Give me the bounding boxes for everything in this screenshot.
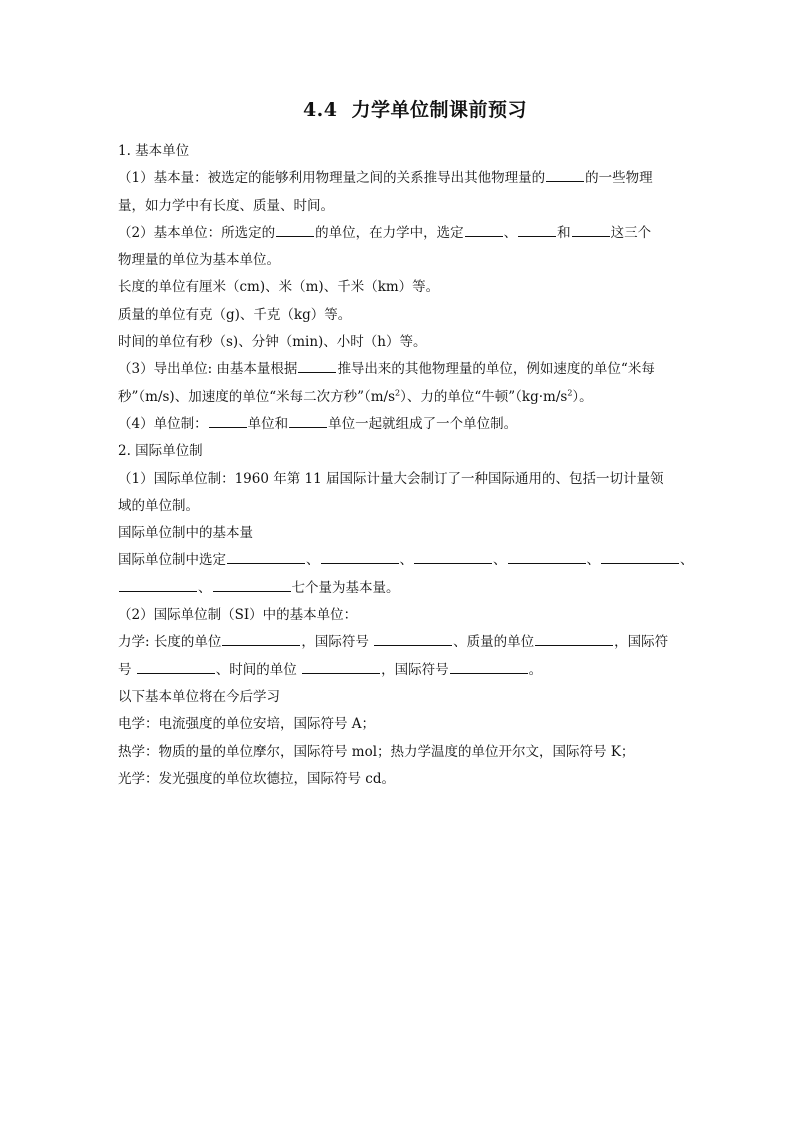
- paragraph-line: [118, 329, 682, 356]
- text: ，国际符: [614, 634, 669, 651]
- text: 热学：物质的量的单位摩尔，国际符号 mol；热力学温度的单位开尔文，国际符号 K；: [118, 743, 635, 760]
- text: ，国际符号: [381, 661, 449, 678]
- text: 七个量为基本量。: [291, 579, 400, 596]
- paragraph-line: [118, 384, 682, 411]
- text: 域的单位制。: [118, 497, 199, 514]
- fill-blank[interactable]: [450, 661, 528, 674]
- fill-blank[interactable]: [289, 415, 327, 428]
- text: （3）导出单位: 由基本量根据: [118, 361, 298, 378]
- text: 、: [680, 552, 694, 569]
- text: ）。: [572, 388, 593, 405]
- text: 、: [503, 224, 518, 241]
- superscript: 2: [395, 388, 401, 398]
- paragraph-line: [118, 411, 682, 438]
- text: 、: [198, 579, 212, 596]
- fill-blank[interactable]: [227, 551, 305, 564]
- text: 、: [399, 552, 413, 569]
- text: 物理量的单位为基本单位。: [118, 252, 280, 269]
- paragraph-line: [118, 165, 682, 192]
- text: 、质量的单位: [453, 634, 535, 651]
- heading-basic-units: [118, 138, 682, 165]
- fill-blank[interactable]: [465, 224, 503, 237]
- text: 单位和: [247, 415, 289, 432]
- fill-blank[interactable]: [518, 224, 556, 237]
- text: （1）基本量：被选定的能够利用物理量之间的关系推导出其他物理量的: [118, 170, 546, 187]
- fill-blank[interactable]: [546, 169, 584, 182]
- fill-blank[interactable]: [508, 551, 586, 564]
- paragraph-line: [118, 220, 682, 247]
- text: 。: [528, 661, 543, 678]
- fill-blank[interactable]: [209, 415, 247, 428]
- fill-blank[interactable]: [601, 551, 679, 564]
- text: ）、力的单位“牛顿”（kg·m/s: [400, 388, 568, 405]
- text: 、: [493, 552, 507, 569]
- text: 和: [557, 224, 571, 241]
- paragraph-line: [118, 274, 682, 301]
- text: 1. 基本单位: [118, 143, 190, 159]
- text: 电学：电流强度的单位安培，国际符号 A；: [118, 716, 376, 733]
- paragraph-line: [118, 766, 682, 793]
- text: 时间的单位有秒（s)、分钟（min)、小时（h）等。: [118, 334, 427, 351]
- text: 单位一起就组成了一个单位制。: [328, 415, 518, 432]
- paragraph-line: [118, 739, 682, 766]
- paragraph-line: [118, 711, 682, 738]
- paragraph-line: [118, 684, 682, 711]
- text: 以下基本单位将在今后学习: [118, 688, 280, 705]
- fill-blank[interactable]: [119, 579, 197, 592]
- fill-blank[interactable]: [137, 661, 215, 674]
- paragraph-line: [118, 629, 682, 656]
- fill-blank[interactable]: [213, 579, 291, 592]
- text: 质量的单位有克（g)、千克（kg）等。: [118, 306, 352, 323]
- text: （4）单位制：: [118, 415, 208, 432]
- text: 、时间的单位: [215, 661, 302, 678]
- page-title: [118, 96, 682, 124]
- paragraph-line: [118, 193, 682, 220]
- text: 、: [306, 552, 320, 569]
- paragraph-line: [118, 466, 682, 493]
- superscript: 2: [567, 388, 573, 398]
- paragraph-line: [118, 602, 682, 629]
- text: 的单位，在力学中，选定: [315, 224, 464, 241]
- fill-blank[interactable]: [374, 633, 452, 646]
- text: （2）基本单位：所选定的: [118, 224, 276, 241]
- fill-blank[interactable]: [222, 633, 300, 646]
- fill-blank[interactable]: [535, 633, 613, 646]
- heading-si-units: [118, 438, 682, 465]
- fill-blank[interactable]: [321, 551, 399, 564]
- text: 号: [118, 661, 136, 678]
- text: 国际单位制中的基本量: [118, 525, 253, 542]
- paragraph-line: [118, 356, 682, 383]
- text: 光学：发光强度的单位坎德拉，国际符号 cd。: [118, 770, 395, 787]
- paragraph-line: [118, 493, 682, 520]
- fill-blank[interactable]: [414, 551, 492, 564]
- text: 推导出来的其他物理量的单位，例如速度的单位“米每: [337, 361, 655, 378]
- text: 长度的单位有厘米（cm)、米（m)、千米（km）等。: [118, 279, 440, 296]
- text: 力学: 长度的单位: [118, 634, 222, 651]
- text: 这三个: [610, 224, 652, 241]
- text: 量，如力学中有长度、质量、时间。: [118, 197, 334, 214]
- fill-blank[interactable]: [572, 224, 610, 237]
- text: 的一些物理: [585, 170, 653, 187]
- paragraph-line: [118, 657, 682, 684]
- text: 秒”（m/s)、加速度的单位“米每二次方秒”（m/s: [118, 388, 396, 405]
- section-number: 4.4: [302, 99, 338, 121]
- text: ，国际符号: [301, 634, 374, 651]
- paragraph-line: [118, 547, 694, 574]
- text: 2. 国际单位制: [118, 443, 203, 460]
- fill-blank[interactable]: [276, 224, 314, 237]
- fill-blank[interactable]: [302, 661, 380, 674]
- text: 、: [586, 552, 600, 569]
- text: （2）国际单位制（SI）中的基本单位：: [118, 607, 358, 624]
- text: 国际单位制中选定: [118, 552, 226, 569]
- paragraph-line: [118, 247, 682, 274]
- paragraph-line: [118, 520, 682, 547]
- paragraph-line: [118, 302, 682, 329]
- title-text: 力学单位制课前预习: [351, 99, 528, 121]
- text: （1）国际单位制：1960 年第 11 届国际计量大会制订了一种国际通用的、包括一切计量领: [118, 470, 664, 487]
- fill-blank[interactable]: [298, 360, 336, 373]
- paragraph-line: [118, 575, 682, 602]
